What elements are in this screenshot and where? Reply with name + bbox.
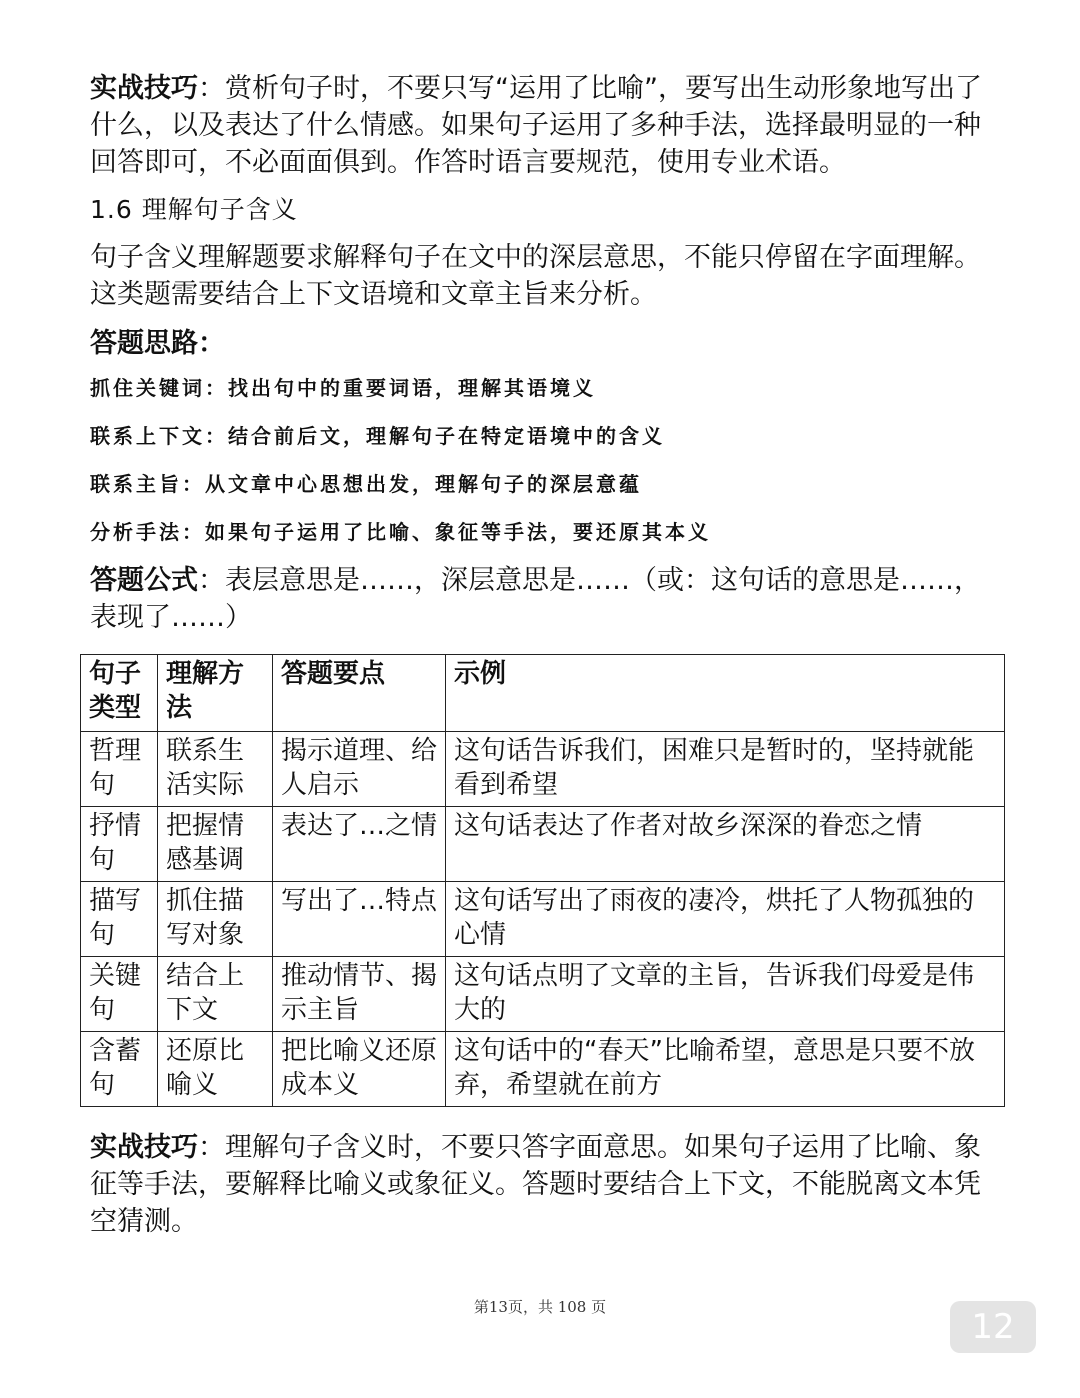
cell-points: 推动情节、揭示主旨 bbox=[273, 957, 446, 1032]
sentence-type-table bbox=[80, 654, 1005, 1107]
document-page bbox=[90, 70, 1005, 1240]
cell-method: 把握情感基调 bbox=[158, 807, 273, 882]
table-row bbox=[81, 732, 1005, 807]
cell-type: 哲理句 bbox=[81, 732, 158, 807]
idea-keywords: 抓住关键词：找出句中的重要词语，理解其语境义 bbox=[90, 376, 596, 400]
cell-example: 这句话中的“春天”比喻希望，意思是只要不放弃，希望就在前方 bbox=[446, 1032, 1005, 1107]
intro-paragraph: 句子含义理解题要求解释句子在文中的深层意思，不能只停留在字面理解。这类题需要结合上下文语境和文章主旨来分析。 bbox=[90, 242, 981, 310]
answer-ideas-heading bbox=[90, 325, 1005, 362]
practical-tips-paragraph bbox=[90, 70, 1005, 181]
cell-example: 这句话告诉我们，困难只是暂时的，坚持就能看到希望 bbox=[446, 732, 1005, 807]
practical-tips-paragraph-2 bbox=[90, 1129, 1005, 1240]
cell-method: 还原比喻义 bbox=[158, 1032, 273, 1107]
answer-formula-text: ：表层意思是……，深层意思是……（或：这句话的意思是……，表现了……） bbox=[90, 565, 981, 633]
answer-formula-paragraph bbox=[90, 562, 1005, 636]
idea-context: 联系上下文：结合前后文，理解句子在特定语境中的含义 bbox=[90, 424, 665, 448]
cell-example: 这句话写出了雨夜的凄冷，烘托了人物孤独的心情 bbox=[446, 882, 1005, 957]
cell-method: 联系生活实际 bbox=[158, 732, 273, 807]
section-title: 1.6 理解句子含义 bbox=[90, 195, 298, 224]
answer-formula-label: 答题公式 bbox=[90, 565, 198, 596]
cell-example: 这句话点明了文章的主旨，告诉我们母爱是伟大的 bbox=[446, 957, 1005, 1032]
cell-type: 描写句 bbox=[81, 882, 158, 957]
header-sentence-type: 句子类型 bbox=[81, 655, 158, 732]
cell-method: 结合上下文 bbox=[158, 957, 273, 1032]
table-row bbox=[81, 882, 1005, 957]
header-method: 理解方法 bbox=[158, 655, 273, 732]
cell-type: 含蓄句 bbox=[81, 1032, 158, 1107]
cell-example: 这句话表达了作者对故乡深深的眷恋之情 bbox=[446, 807, 1005, 882]
table-row bbox=[81, 1032, 1005, 1107]
table-row bbox=[81, 807, 1005, 882]
cell-points: 把比喻义还原成本义 bbox=[273, 1032, 446, 1107]
cell-type: 关键句 bbox=[81, 957, 158, 1032]
page-footer: 第13页，共 108 页 bbox=[473, 1298, 607, 1316]
page-number-badge: 12 bbox=[950, 1301, 1036, 1353]
idea-theme: 联系主旨：从文章中心思想出发，理解句子的深层意蕴 bbox=[90, 472, 642, 496]
practical-tips-text: ：赏析句子时，不要只写“运用了比喻”，要写出生动形象地写出了什么，以及表达了什么情感。如果句子运用了多种手法，选择最明显的一种回答即可，不必面面俱到。作答时语言要规范，使用专业术语。 bbox=[90, 73, 982, 178]
idea-technique: 分析手法：如果句子运用了比喻、象征等手法，要还原其本义 bbox=[90, 520, 711, 544]
practical-tips-label-2: 实战技巧 bbox=[90, 1132, 198, 1163]
cell-points: 表达了…之情 bbox=[273, 807, 446, 882]
cell-points: 揭示道理、给人启示 bbox=[273, 732, 446, 807]
table-header-row bbox=[81, 655, 1005, 732]
cell-type: 抒情句 bbox=[81, 807, 158, 882]
answer-ideas-colon: ： bbox=[198, 328, 225, 359]
cell-points: 写出了…特点 bbox=[273, 882, 446, 957]
answer-ideas-label: 答题思路 bbox=[90, 328, 198, 359]
table-row bbox=[81, 957, 1005, 1032]
practical-tips-label: 实战技巧 bbox=[90, 73, 198, 104]
practical-tips-text-2: ：理解句子含义时，不要只答字面意思。如果句子运用了比喻、象征等手法，要解释比喻义或象征义。答题时要结合上下文，不能脱离文本凭空猜测。 bbox=[90, 1132, 981, 1237]
cell-method: 抓住描写对象 bbox=[158, 882, 273, 957]
header-example: 示例 bbox=[446, 655, 1005, 732]
header-key-points: 答题要点 bbox=[273, 655, 446, 732]
